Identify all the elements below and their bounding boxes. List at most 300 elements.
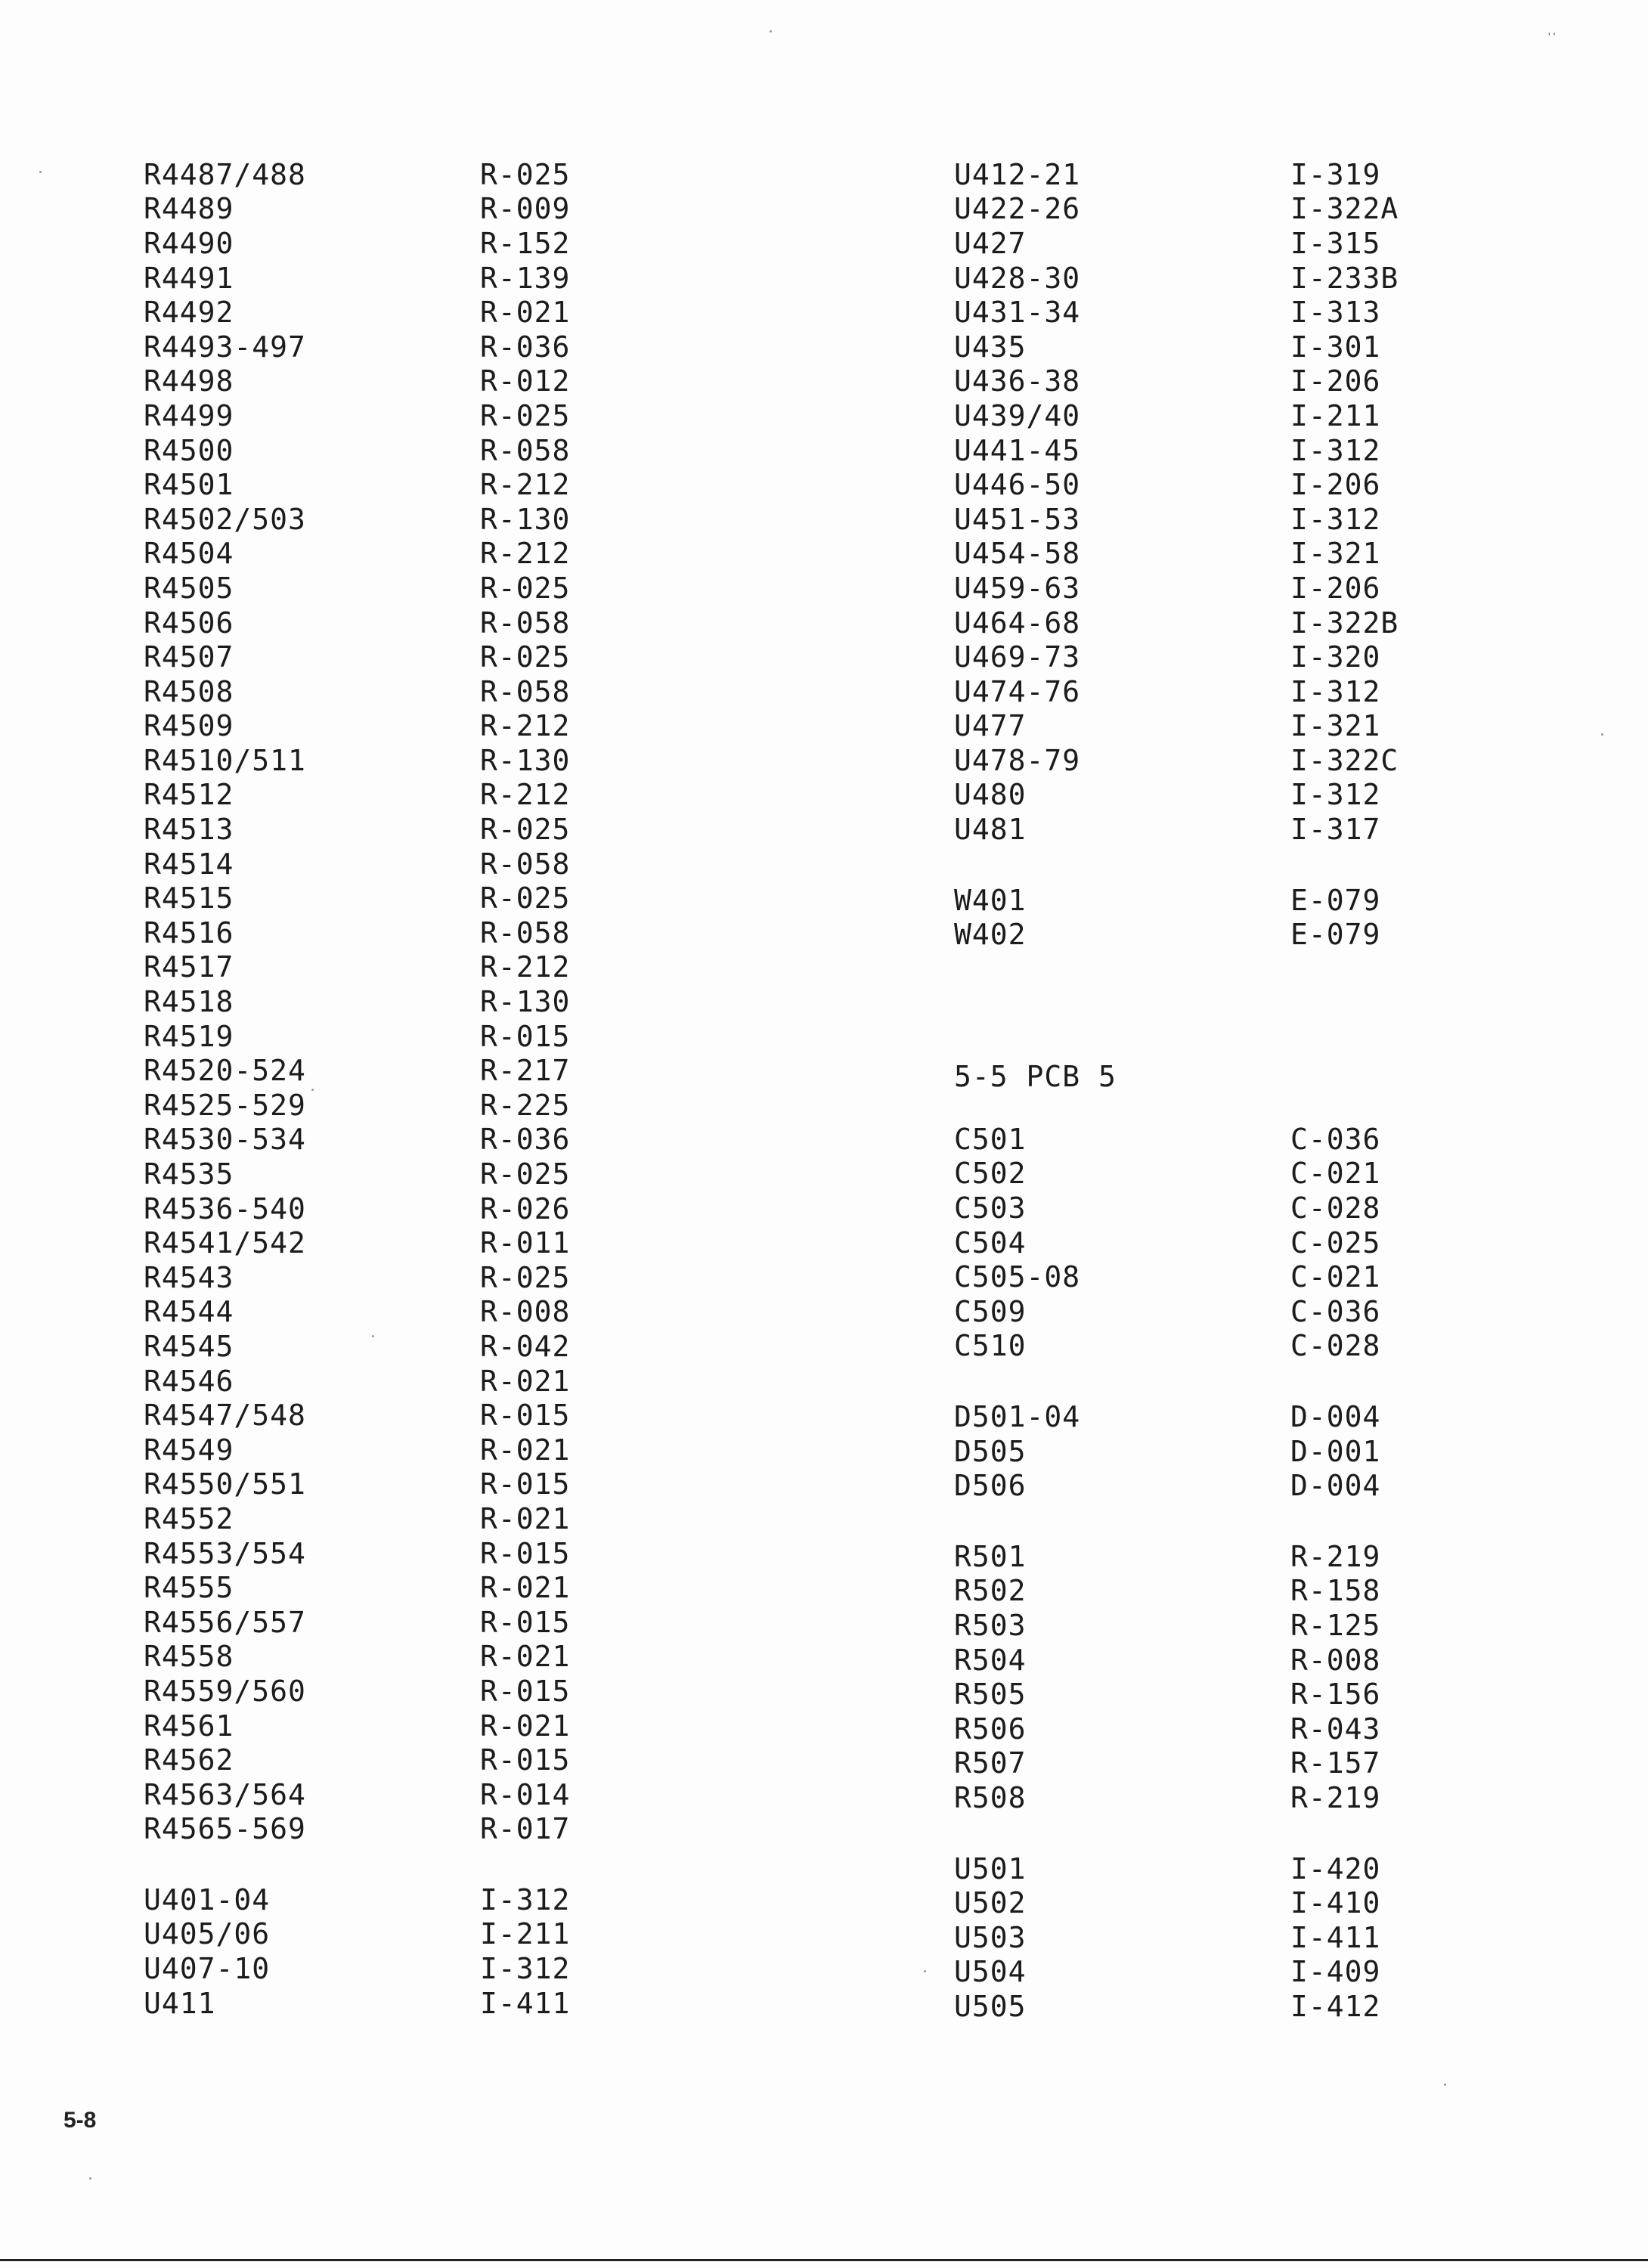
- reference-designator: R4561: [144, 1709, 234, 1743]
- parts-row: [144, 295, 798, 330]
- part-number: R-015: [480, 1605, 571, 1639]
- parts-row: [954, 364, 1608, 399]
- part-number: R-036: [480, 330, 571, 364]
- part-number: R-219: [1290, 1780, 1381, 1814]
- reference-designator: R4545: [144, 1329, 234, 1363]
- right-top-groups: [954, 157, 1608, 952]
- parts-row: [144, 1329, 798, 1364]
- reference-designator: U501: [954, 1851, 1027, 1885]
- part-number: R-158: [1290, 1574, 1381, 1608]
- reference-designator: C504: [954, 1225, 1027, 1259]
- reference-designator: D506: [954, 1469, 1027, 1503]
- parts-row: [954, 1643, 1608, 1678]
- reference-designator: U412-21: [954, 157, 1081, 191]
- part-number: I-206: [1290, 468, 1381, 502]
- part-number: R-012: [480, 364, 571, 398]
- parts-row: [954, 157, 1608, 192]
- parts-row: [144, 674, 798, 709]
- group-spacer: [954, 1815, 1608, 1851]
- parts-row: [144, 502, 798, 537]
- part-number: R-021: [480, 296, 571, 330]
- reference-designator: U407-10: [144, 1952, 271, 1986]
- scan-speck: [89, 2177, 91, 2180]
- spacer: [954, 1099, 1608, 1122]
- parts-row: [954, 295, 1608, 330]
- part-number: R-025: [480, 881, 571, 916]
- parts-row: [954, 1329, 1608, 1364]
- reference-designator: U431-34: [954, 296, 1081, 330]
- reference-designator: R4490: [144, 226, 234, 260]
- parts-row: [144, 330, 798, 364]
- group-spacer: [954, 1503, 1608, 1539]
- parts-group: [144, 1882, 798, 2020]
- parts-row: [144, 1225, 798, 1260]
- reference-designator: U441-45: [954, 433, 1081, 467]
- part-number: I-420: [1290, 1851, 1381, 1885]
- pcb5-groups: [954, 1122, 1608, 2024]
- part-number: R-058: [480, 916, 571, 950]
- reference-designator: R4489: [144, 192, 234, 226]
- parts-row: [144, 1917, 798, 1952]
- part-number: I-322B: [1290, 606, 1399, 640]
- parts-row: [144, 1777, 798, 1812]
- parts-row: [144, 1536, 798, 1571]
- reference-designator: R4541/542: [144, 1226, 306, 1260]
- parts-row: [954, 192, 1608, 227]
- reference-designator: R4549: [144, 1433, 234, 1467]
- parts-row: [144, 743, 798, 778]
- part-number: I-410: [1290, 1886, 1381, 1920]
- parts-row: [954, 743, 1608, 778]
- reference-designator: U446-50: [954, 468, 1081, 502]
- reference-designator: R507: [954, 1746, 1027, 1780]
- reference-designator: R4492: [144, 296, 234, 330]
- parts-row: [954, 709, 1608, 744]
- parts-row: [144, 1260, 798, 1295]
- reference-designator: R4520-524: [144, 1054, 306, 1088]
- parts-row: [144, 1088, 798, 1123]
- parts-row: [954, 917, 1608, 952]
- reference-designator: R4510/511: [144, 743, 306, 777]
- reference-designator: R4512: [144, 778, 234, 812]
- part-number: R-058: [480, 606, 571, 640]
- part-number: R-130: [480, 985, 571, 1019]
- reference-designator: C505-08: [954, 1260, 1081, 1294]
- part-number: R-008: [1290, 1643, 1381, 1677]
- part-number: R-025: [480, 1157, 571, 1191]
- parts-row: [144, 537, 798, 572]
- parts-group: [144, 157, 798, 1846]
- page-number: 5-8: [64, 2108, 97, 2133]
- part-number: R-125: [1290, 1608, 1381, 1642]
- parts-row: [954, 883, 1608, 918]
- reference-designator: R501: [954, 1539, 1027, 1573]
- parts-row: [144, 1605, 798, 1640]
- parts-row: [954, 674, 1608, 709]
- parts-row: [144, 950, 798, 985]
- parts-row: [954, 330, 1608, 364]
- reference-designator: R4519: [144, 1019, 234, 1053]
- reference-designator: R4558: [144, 1640, 234, 1674]
- part-number: C-036: [1290, 1122, 1381, 1156]
- reference-designator: U464-68: [954, 606, 1081, 640]
- parts-row: [144, 1674, 798, 1709]
- part-number: R-036: [480, 1123, 571, 1157]
- reference-designator: R4544: [144, 1295, 234, 1329]
- bottom-rule: [0, 2259, 1648, 2261]
- part-number: R-156: [1290, 1678, 1381, 1712]
- part-number: R-219: [1290, 1539, 1381, 1573]
- parts-row: [144, 1157, 798, 1191]
- reference-designator: R4515: [144, 881, 234, 916]
- reference-designator: R4547/548: [144, 1399, 306, 1433]
- reference-designator: R505: [954, 1678, 1027, 1712]
- part-number: R-025: [480, 157, 571, 191]
- parts-group: [954, 883, 1608, 952]
- part-number: R-015: [480, 1019, 571, 1053]
- reference-designator: U474-76: [954, 674, 1081, 708]
- reference-designator: R4509: [144, 709, 234, 743]
- part-number: I-211: [1290, 398, 1381, 432]
- parts-row: [954, 502, 1608, 537]
- part-number: R-015: [480, 1536, 571, 1570]
- parts-row: [954, 1294, 1608, 1329]
- part-number: R-212: [480, 468, 571, 502]
- parts-row: [144, 881, 798, 916]
- scan-mark: ' ': [1548, 30, 1556, 42]
- part-number: I-321: [1290, 709, 1381, 743]
- part-number: R-042: [480, 1329, 571, 1363]
- parts-row: [954, 1122, 1608, 1157]
- reference-designator: C509: [954, 1294, 1027, 1328]
- part-number: R-015: [480, 1467, 571, 1501]
- part-number: R-009: [480, 192, 571, 226]
- scan-speck: [1601, 733, 1603, 736]
- part-number: R-025: [480, 813, 571, 847]
- parts-row: [954, 812, 1608, 847]
- parts-row: [954, 778, 1608, 813]
- reference-designator: R4500: [144, 433, 234, 467]
- parts-row: [144, 847, 798, 881]
- part-number: I-312: [1290, 502, 1381, 536]
- part-number: I-301: [1290, 330, 1381, 364]
- part-number: I-206: [1290, 364, 1381, 398]
- part-number: I-312: [480, 1882, 571, 1916]
- parts-row: [144, 1501, 798, 1536]
- reference-designator: R4493-497: [144, 330, 306, 364]
- reference-designator: C502: [954, 1157, 1027, 1191]
- reference-designator: R4517: [144, 950, 234, 984]
- reference-designator: R4562: [144, 1743, 234, 1777]
- parts-row: [144, 1467, 798, 1502]
- reference-designator: R4543: [144, 1260, 234, 1294]
- parts-row: [954, 1574, 1608, 1609]
- reference-designator: U428-30: [954, 261, 1081, 295]
- scan-speck: [311, 1089, 314, 1091]
- part-number: R-217: [480, 1054, 571, 1088]
- parts-row: [954, 467, 1608, 502]
- part-number: R-058: [480, 433, 571, 467]
- reference-designator: U401-04: [144, 1882, 271, 1916]
- parts-row: [144, 261, 798, 296]
- reference-designator: U436-38: [954, 364, 1081, 398]
- parts-row: [954, 571, 1608, 606]
- part-number: I-317: [1290, 813, 1381, 847]
- parts-row: [144, 571, 798, 606]
- parts-group: [954, 1539, 1608, 1815]
- reference-designator: R4516: [144, 916, 234, 950]
- parts-group: [954, 1851, 1608, 2024]
- reference-designator: R4498: [144, 364, 234, 398]
- reference-designator: R4563/564: [144, 1777, 306, 1811]
- parts-row: [954, 1539, 1608, 1574]
- reference-designator: U459-63: [954, 571, 1081, 605]
- reference-designator: U439/40: [954, 398, 1081, 432]
- parts-group: [954, 1399, 1608, 1503]
- part-number: I-312: [480, 1952, 571, 1986]
- reference-designator: R4518: [144, 985, 234, 1019]
- part-number: I-411: [1290, 1920, 1381, 1954]
- part-number: R-015: [480, 1674, 571, 1708]
- reference-designator: R4550/551: [144, 1467, 306, 1501]
- parts-row: [954, 261, 1608, 296]
- parts-row: [954, 1225, 1608, 1260]
- parts-row: [144, 1398, 798, 1433]
- part-number: I-412: [1290, 1989, 1381, 2023]
- part-number: R-025: [480, 640, 571, 674]
- reference-designator: W401: [954, 883, 1027, 917]
- scan-speck: [39, 171, 42, 173]
- parts-row: [144, 640, 798, 674]
- scan-speck: [770, 30, 772, 33]
- parts-row: [144, 1191, 798, 1226]
- parts-row: [144, 1640, 798, 1675]
- reference-designator: R4546: [144, 1364, 234, 1398]
- parts-row: [954, 606, 1608, 640]
- reference-designator: U405/06: [144, 1917, 271, 1951]
- reference-designator: D505: [954, 1434, 1027, 1468]
- part-number: R-225: [480, 1088, 571, 1122]
- parts-row: [144, 916, 798, 950]
- part-number: R-015: [480, 1743, 571, 1777]
- reference-designator: R4504: [144, 537, 234, 571]
- reference-designator: U435: [954, 330, 1027, 364]
- part-number: R-058: [480, 674, 571, 708]
- parts-row: [954, 1677, 1608, 1712]
- part-number: I-321: [1290, 537, 1381, 571]
- reference-designator: R504: [954, 1643, 1027, 1677]
- parts-row: [954, 1989, 1608, 2024]
- part-number: R-025: [480, 571, 571, 605]
- part-number: I-206: [1290, 571, 1381, 605]
- parts-row: [144, 812, 798, 847]
- parts-row: [144, 1123, 798, 1157]
- part-number: I-319: [1290, 157, 1381, 191]
- reference-designator: R4499: [144, 398, 234, 432]
- reference-designator: C503: [954, 1191, 1027, 1225]
- reference-designator: U502: [954, 1886, 1027, 1920]
- part-number: I-322A: [1290, 192, 1399, 226]
- reference-designator: R4525-529: [144, 1088, 306, 1122]
- part-number: D-001: [1290, 1434, 1381, 1468]
- reference-designator: R4487/488: [144, 157, 306, 191]
- parts-row: [954, 640, 1608, 674]
- reference-designator: R4513: [144, 813, 234, 847]
- part-number: E-079: [1290, 918, 1381, 952]
- part-number: R-014: [480, 1777, 571, 1811]
- reference-designator: R503: [954, 1608, 1027, 1642]
- part-number: R-043: [1290, 1712, 1381, 1746]
- part-number: I-312: [1290, 674, 1381, 708]
- part-number: I-211: [480, 1917, 571, 1951]
- part-number: R-021: [480, 1709, 571, 1743]
- reference-designator: U454-58: [954, 537, 1081, 571]
- part-number: R-021: [480, 1433, 571, 1467]
- parts-row: [954, 1780, 1608, 1815]
- reference-designator: R4535: [144, 1157, 234, 1191]
- parts-row: [954, 433, 1608, 468]
- reference-designator: U503: [954, 1920, 1027, 1954]
- parts-group: [954, 1122, 1608, 1363]
- part-number: R-212: [480, 537, 571, 571]
- reference-designator: C501: [954, 1122, 1027, 1156]
- reference-designator: R4491: [144, 261, 234, 295]
- part-number: I-322C: [1290, 743, 1399, 777]
- parts-row: [144, 226, 798, 261]
- reference-designator: U505: [954, 1989, 1027, 2023]
- part-number: I-320: [1290, 640, 1381, 674]
- parts-row: [954, 226, 1608, 261]
- parts-row: [144, 606, 798, 640]
- reference-designator: U411: [144, 1986, 216, 2020]
- part-number: I-315: [1290, 226, 1381, 260]
- part-number: I-411: [480, 1986, 571, 2020]
- left-column: [144, 157, 798, 2020]
- part-number: R-021: [480, 1640, 571, 1674]
- parts-row: [954, 1399, 1608, 1434]
- reference-designator: R4505: [144, 571, 234, 605]
- part-number: R-157: [1290, 1746, 1381, 1780]
- parts-row: [144, 1986, 798, 2021]
- reference-designator: U427: [954, 226, 1027, 260]
- part-number: C-021: [1290, 1157, 1381, 1191]
- parts-row: [954, 537, 1608, 572]
- part-number: D-004: [1290, 1400, 1381, 1434]
- parts-row: [954, 1468, 1608, 1503]
- part-number: R-008: [480, 1295, 571, 1329]
- scan-speck: [372, 1335, 374, 1337]
- reference-designator: U504: [954, 1955, 1027, 1989]
- reference-designator: U422-26: [954, 192, 1081, 226]
- part-number: R-130: [480, 743, 571, 777]
- part-number: C-028: [1290, 1329, 1381, 1363]
- reference-designator: C510: [954, 1329, 1027, 1363]
- group-spacer: [954, 1363, 1608, 1399]
- reference-designator: R4501: [144, 468, 234, 502]
- part-number: R-139: [480, 261, 571, 295]
- parts-row: [144, 1433, 798, 1467]
- part-number: C-028: [1290, 1191, 1381, 1225]
- reference-designator: R4506: [144, 606, 234, 640]
- parts-row: [954, 1259, 1608, 1294]
- reference-designator: R4514: [144, 847, 234, 881]
- part-number: R-017: [480, 1812, 571, 1846]
- part-number: R-025: [480, 398, 571, 432]
- reference-designator: R4556/557: [144, 1605, 306, 1639]
- reference-designator: R4536-540: [144, 1191, 306, 1225]
- parts-row: [954, 1851, 1608, 1886]
- parts-row: [954, 1608, 1608, 1643]
- parts-row: [954, 1746, 1608, 1781]
- parts-row: [144, 778, 798, 813]
- reference-designator: W402: [954, 918, 1027, 952]
- reference-designator: D501-04: [954, 1400, 1081, 1434]
- parts-row: [144, 1743, 798, 1777]
- part-number: R-212: [480, 950, 571, 984]
- parts-row: [954, 1157, 1608, 1191]
- spacer: [954, 952, 1608, 1054]
- part-number: C-025: [1290, 1225, 1381, 1259]
- reference-designator: R4502/503: [144, 502, 306, 536]
- parts-row: [954, 1434, 1608, 1469]
- parts-row: [144, 398, 798, 433]
- reference-designator: R502: [954, 1574, 1027, 1608]
- part-number: I-409: [1290, 1955, 1381, 1989]
- parts-row: [144, 1019, 798, 1054]
- reference-designator: U481: [954, 813, 1027, 847]
- parts-group: [954, 157, 1608, 847]
- reference-designator: R4565-569: [144, 1812, 306, 1846]
- reference-designator: R4507: [144, 640, 234, 674]
- parts-row: [954, 1712, 1608, 1746]
- part-number: R-021: [480, 1571, 571, 1605]
- reference-designator: U477: [954, 709, 1027, 743]
- parts-row: [144, 1812, 798, 1847]
- group-spacer: [954, 847, 1608, 883]
- part-number: R-212: [480, 778, 571, 812]
- part-number: R-212: [480, 709, 571, 743]
- part-number: C-036: [1290, 1294, 1381, 1328]
- parts-row: [954, 1955, 1608, 1990]
- reference-designator: R4553/554: [144, 1536, 306, 1570]
- parts-row: [144, 984, 798, 1019]
- parts-row: [144, 364, 798, 399]
- reference-designator: U478-79: [954, 743, 1081, 777]
- reference-designator: U469-73: [954, 640, 1081, 674]
- parts-row: [954, 398, 1608, 433]
- reference-designator: U480: [954, 778, 1027, 812]
- reference-designator: R506: [954, 1712, 1027, 1746]
- scan-speck: [924, 1970, 926, 1972]
- part-number: R-015: [480, 1399, 571, 1433]
- parts-row: [144, 467, 798, 502]
- part-number: R-025: [480, 1260, 571, 1294]
- part-number: R-021: [480, 1501, 571, 1535]
- part-number: R-011: [480, 1226, 571, 1260]
- parts-row: [144, 1951, 798, 1986]
- parts-row: [144, 1295, 798, 1330]
- parts-row: [954, 1191, 1608, 1225]
- group-spacer: [144, 1846, 798, 1882]
- reference-designator: U451-53: [954, 502, 1081, 536]
- part-number: R-130: [480, 502, 571, 536]
- parts-row: [144, 1570, 798, 1605]
- reference-designator: R4508: [144, 674, 234, 708]
- parts-row: [144, 1364, 798, 1399]
- parts-row: [144, 1882, 798, 1917]
- reference-designator: R4555: [144, 1571, 234, 1605]
- section-heading: 5-5 PCB 5: [954, 1060, 1117, 1094]
